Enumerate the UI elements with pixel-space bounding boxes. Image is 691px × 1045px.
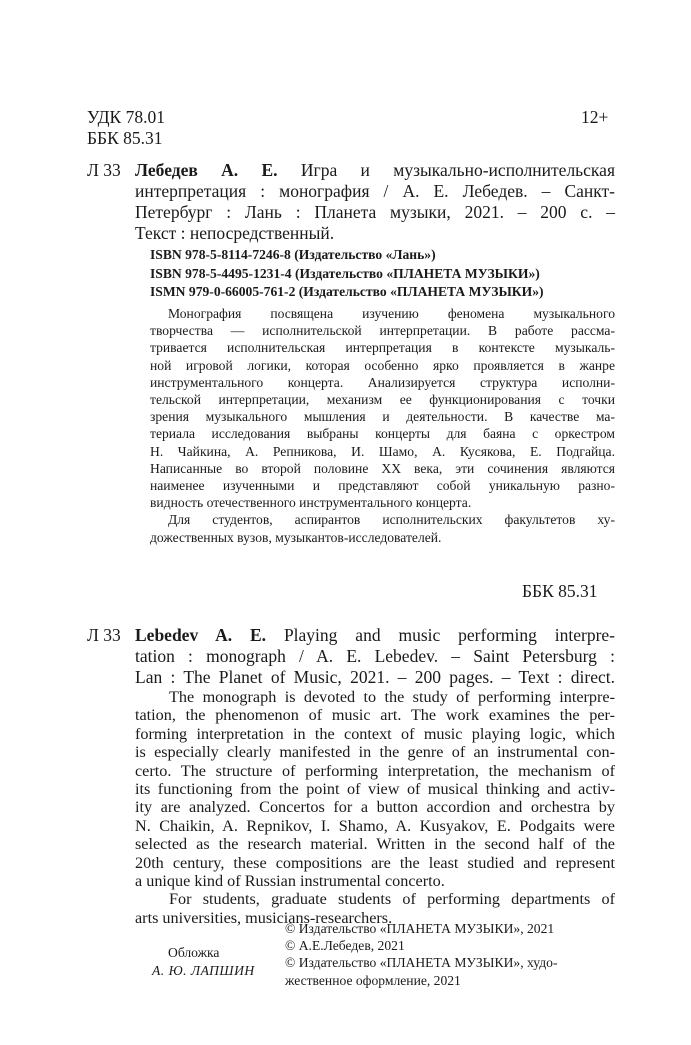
isbn-line: ISBN 978-5-4495-1231-4 (Издательство «ПЛАНЕТА МУЗЫКИ») <box>150 265 540 281</box>
en-audience-line: arts universities, musicians-researchers. <box>135 908 393 927</box>
age-rating: 12+ <box>581 107 609 127</box>
copyright-line: © Издательство «ПЛАНЕТА МУЗЫКИ», 2021 <box>285 921 555 936</box>
ru-abstract <box>150 305 615 546</box>
en-author: Lebedev A. E. <box>135 625 267 645</box>
ru-record <box>135 160 615 244</box>
ru-record-line: Текст : непосредственный. <box>135 223 335 243</box>
ru-record-line: Лебедев А. Е. Игра и музыкально-исполнительская <box>135 160 615 180</box>
en-abstract-line: a unique kind of Russian instrumental concerto. <box>135 872 445 891</box>
ru-audience-line: Для студентов, аспирантов исполнительских факультетов ху- <box>168 512 615 528</box>
bbk-right: ББК 85.31 <box>522 581 598 601</box>
isbn-block <box>150 246 544 302</box>
cover-label: Обложка <box>168 945 220 960</box>
ru-record-line: интерпретация : монография / А. Е. Лебедев. – Санкт- <box>135 181 615 201</box>
ru-abstract-line: видность отечественного инструментального концерта. <box>150 495 472 511</box>
en-abstract-line: ity are analyzed. Concertos for a button accordion and orchestra by <box>135 798 615 817</box>
copyright-line: жественное оформление, 2021 <box>285 972 461 988</box>
ru-abstract-line: Монография посвящена изучению феномена музыкального <box>168 306 615 321</box>
ru-abstract-line: ной игровой логики, которая особенно ярко проявляется в жанре <box>150 357 615 373</box>
udk-code: УДК 78.01 <box>87 107 165 127</box>
isbn-line: ISMN 979-0-66005-761-2 (Издательство «ПЛАНЕТА МУЗЫКИ») <box>150 284 544 299</box>
cover-artist: А. Ю. ЛАПШИН <box>152 963 255 978</box>
ru-record-code: Л 33 <box>87 160 121 180</box>
ru-abstract-line: наименее изученными и представляют собой уникальную разно- <box>150 478 615 494</box>
ru-abstract-line: тельской интерпретации, механизм ее функционирования с точки <box>150 392 615 408</box>
en-record-line: Lebedev A. E. Playing and music performing interpre- <box>135 625 615 645</box>
ru-abstract-line: тривается исполнительская интерпретация в контексте музыкаль- <box>150 340 615 356</box>
ru-abstract-line: творчества — исполнительской интерпретации. В работе рассма- <box>150 323 615 339</box>
en-record-code: Л 33 <box>87 625 121 645</box>
ru-record-line: Петербург : Лань : Планета музыки, 2021. – 200 с. – <box>135 202 615 222</box>
en-abstract-line: selected as the research material. Written in the second half of the <box>135 835 615 854</box>
ru-abstract-line: инструментального концерта. Анализируется структура исполни- <box>150 374 615 390</box>
en-abstract-line: N. Chaikin, A. Repnikov, I. Shamo, A. Kusyakov, E. Podgaits were <box>135 816 615 835</box>
en-abstract <box>135 688 615 927</box>
isbn-line: ISBN 978-5-8114-7246-8 (Издательство «Лань») <box>150 247 436 262</box>
en-audience-line: For students, graduate students of performing departments of <box>169 890 615 909</box>
copyright-line: © А.Е.Лебедев, 2021 <box>285 938 405 954</box>
en-abstract-line: its functioning from the point of view of musical thinking and activ- <box>135 780 615 799</box>
en-record-line: tation : monograph / A. E. Lebedev. – Saint Petersburg : <box>135 646 615 666</box>
en-record-line: Lan : The Planet of Music, 2021. – 200 pages. – Text : direct. <box>135 667 615 687</box>
ru-abstract-line: Н. Чайкина, А. Репникова, И. Шамо, А. Кусякова, Е. Подгайца. <box>150 443 615 459</box>
copyright-block <box>285 920 615 989</box>
bbk-code: ББК 85.31 <box>87 128 163 148</box>
ru-abstract-line: Написанные во второй половине XX века, эти сочинения являются <box>150 460 615 476</box>
ru-author: Лебедев А. Е. <box>135 160 278 180</box>
en-record <box>135 625 615 688</box>
ru-abstract-line: териала исследования выбраны концерты для баяна с оркестром <box>150 426 615 442</box>
ru-audience-line: дожественных вузов, музыкантов-исследователей. <box>150 529 442 545</box>
en-abstract-line: is especially clearly manifested in the genre of an instrumental con- <box>135 743 615 762</box>
en-abstract-line: The monograph is devoted to the study of performing interpre- <box>169 688 615 706</box>
ru-abstract-line: зрения музыкального мышления и деятельности. В качестве ма- <box>150 409 615 425</box>
en-abstract-line: 20th century, these compositions are the least studied and represent <box>135 853 615 872</box>
copyright-line: © Издательство «ПЛАНЕТА МУЗЫКИ», худо- <box>285 955 558 971</box>
en-abstract-line: forming interpretation in the context of music playing logic, which <box>135 724 615 743</box>
en-abstract-line: tation, the phenomenon of music art. The work examines the per- <box>135 706 615 725</box>
en-abstract-line: certo. The structure of performing interpretation, the mechanism of <box>135 761 615 780</box>
